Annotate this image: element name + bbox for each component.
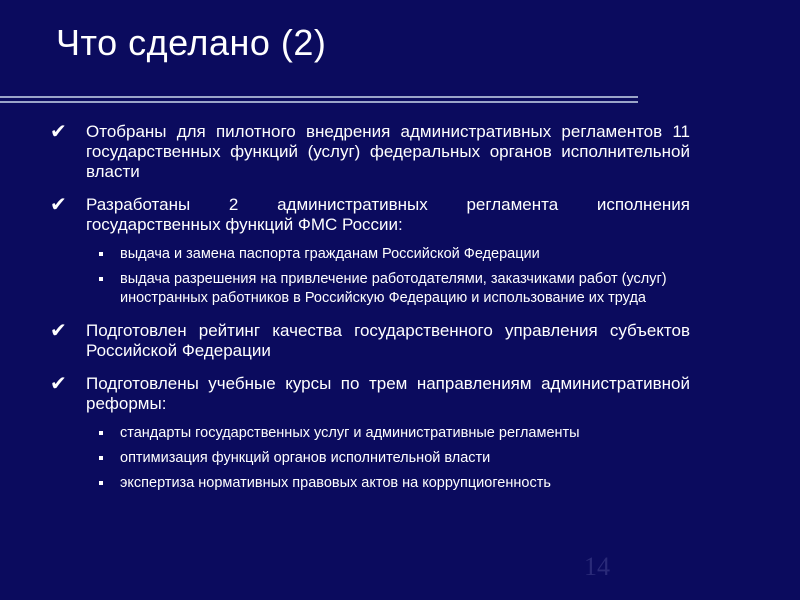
- square-bullet-icon: [99, 277, 103, 281]
- check-mark-icon: ✔: [50, 320, 67, 342]
- bullet-text: Подготовлен рейтинг качества государственного управления субъектов Российской Федерации: [86, 321, 690, 360]
- slide-title: Что сделано (2): [56, 22, 327, 63]
- sub-bullet-item: [96, 270, 690, 308]
- bullet-item: [50, 122, 690, 182]
- bullet-list: [50, 122, 690, 493]
- square-bullet-icon: [99, 481, 103, 485]
- bullet-item: [50, 195, 690, 235]
- title-divider-bottom: [0, 101, 638, 103]
- sub-bullet-text: выдача и замена паспорта гражданам Российской Федерации: [120, 246, 540, 262]
- sub-bullet-text: выдача разрешения на привлечение работодателями, заказчиками работ (услуг) иностранных работников в Российскую Федерацию и использование их труда: [120, 271, 667, 306]
- sub-bullet-item: [96, 424, 690, 443]
- sub-bullet-item: [96, 245, 690, 264]
- title-divider-top: [0, 96, 638, 98]
- sub-bullet-list: [50, 424, 690, 493]
- sub-bullet-text: стандарты государственных услуг и административные регламенты: [120, 425, 580, 441]
- check-mark-icon: ✔: [50, 373, 67, 395]
- bullet-text: Подготовлены учебные курсы по трем направлениям административной реформы:: [86, 374, 690, 413]
- sub-bullet-item: [96, 474, 690, 493]
- sub-bullet-list: [50, 245, 690, 308]
- page-number: 14: [584, 552, 610, 581]
- sub-bullet-item: [96, 449, 690, 468]
- bullet-text: Разработаны 2 административных регламента исполнения государственных функций ФМС России:: [86, 195, 690, 234]
- bullet-text: Отобраны для пилотного внедрения административных регламентов 11 государственных функций (услуг) федеральных органов исполнительной власти: [86, 122, 690, 181]
- square-bullet-icon: [99, 431, 103, 435]
- check-mark-icon: ✔: [50, 194, 67, 216]
- square-bullet-icon: [99, 456, 103, 460]
- sub-bullet-text: экспертиза нормативных правовых актов на коррупциогенность: [120, 475, 551, 491]
- check-mark-icon: ✔: [50, 121, 67, 143]
- sub-bullet-text: оптимизация функций органов исполнительной власти: [120, 450, 491, 466]
- square-bullet-icon: [99, 252, 103, 256]
- bullet-item: [50, 374, 690, 414]
- bullet-item: [50, 321, 690, 361]
